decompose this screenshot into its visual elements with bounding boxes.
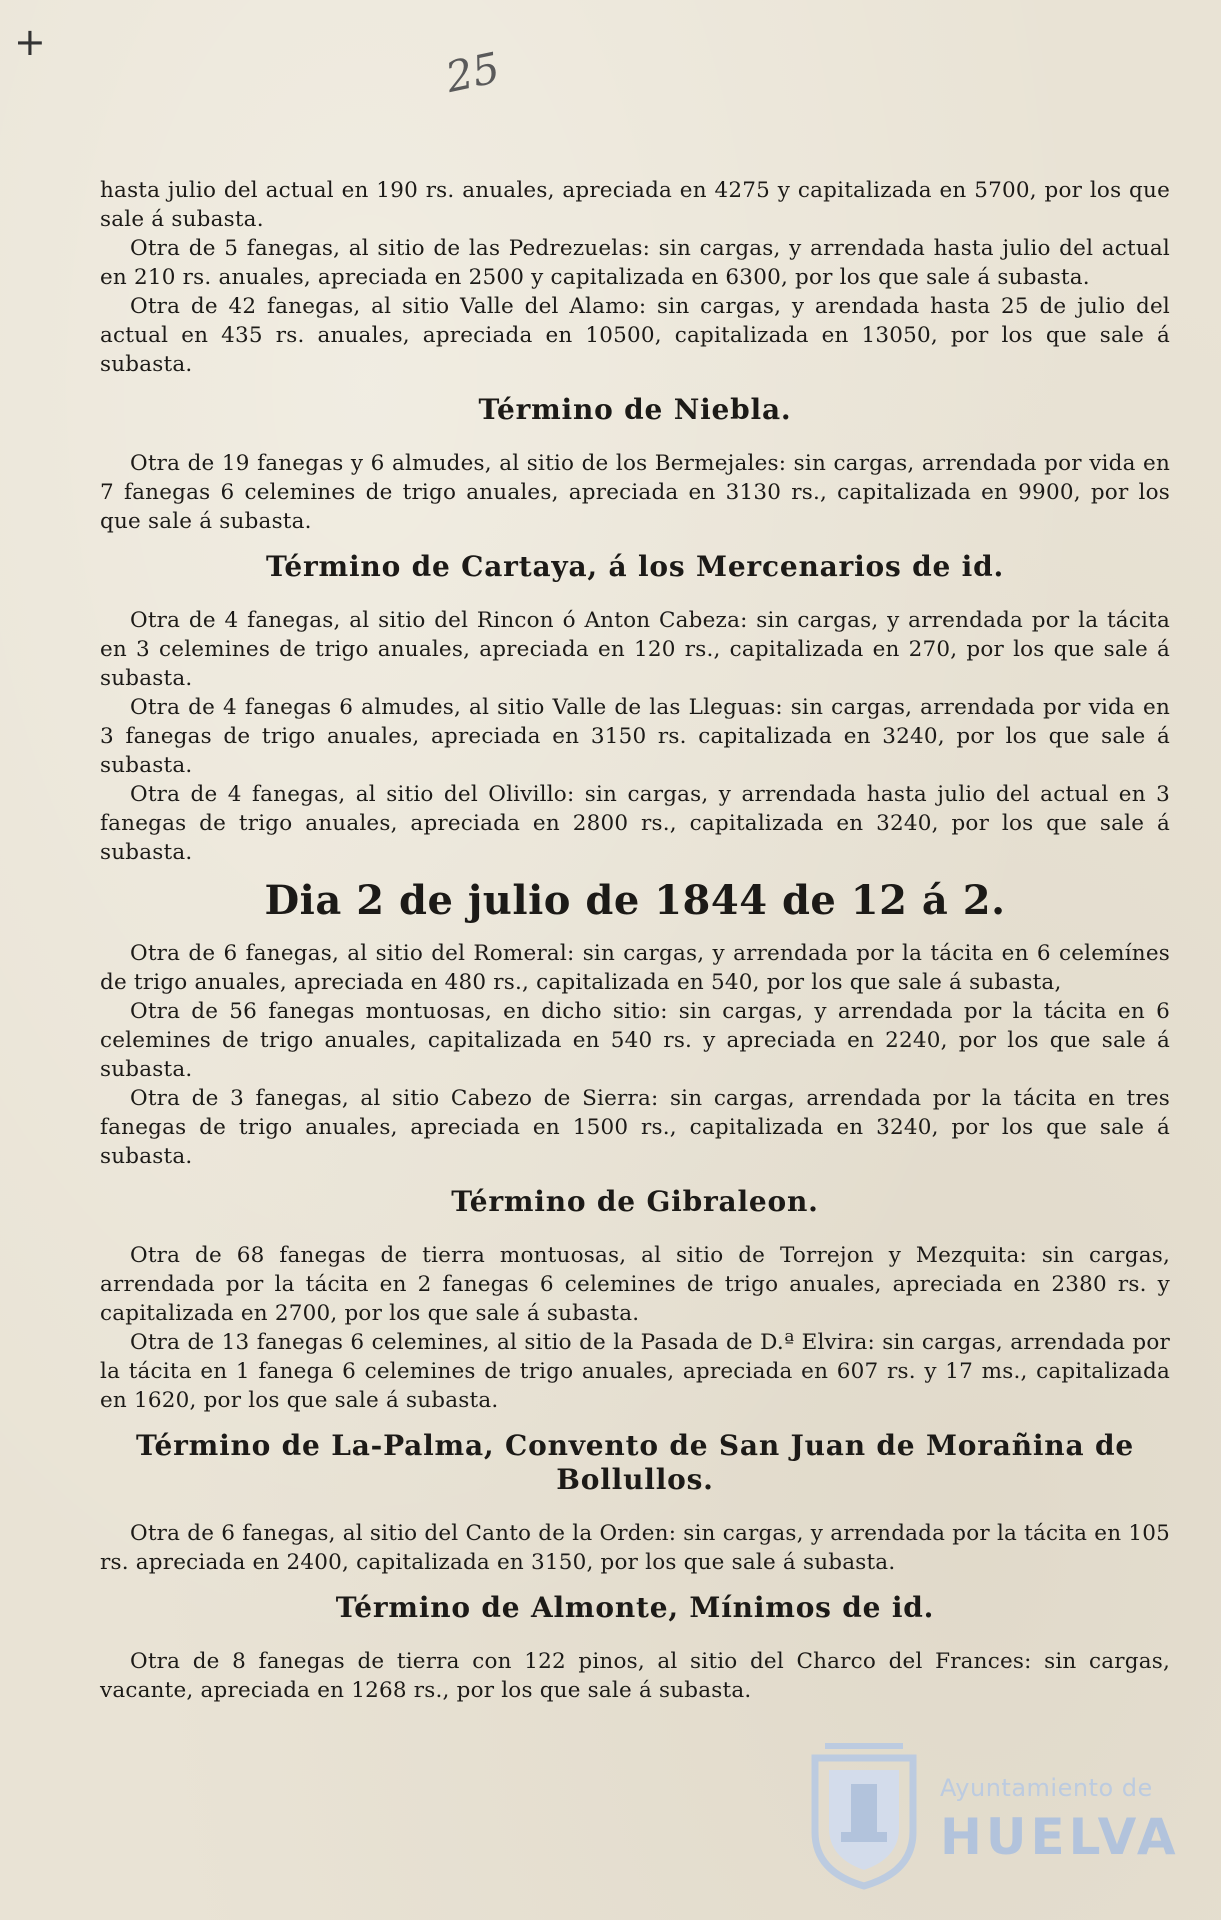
- section-heading: Término de La-Palma, Convento de San Juan de Morañina de Bollullos.: [136, 1429, 1134, 1496]
- huelva-crest-icon: [805, 1740, 923, 1890]
- section-heading: Término de Niebla.: [478, 393, 792, 426]
- paragraph: Otra de 5 fanegas, al sitio de las Pedrezuelas: sin cargas, y arrendada hasta julio del actual en 210 rs. anuales, apreciada en 2500 y capitalizada en 6300, por los que sale á subasta.: [100, 236, 1170, 290]
- paragraph: Otra de 13 fanegas 6 celemines, al sitio de la Pasada de D.ª Elvira: sin cargas, arrendada por la tácita en 1 fanega 6 celemines de trigo anuales, apreciada en 607 rs. y 17 ms., capitalizada en 1620, por los que sale á subasta.: [100, 1330, 1170, 1413]
- paragraph: Otra de 42 fanegas, al sitio Valle del Alamo: sin cargas, y arendada hasta 25 de julio del actual en 435 rs. anuales, apreciada en 10500, capitalizada en 13050, por los que sale á subasta.: [100, 294, 1170, 377]
- paragraph: Otra de 4 fanegas, al sitio del Rincon ó Anton Cabeza: sin cargas, y arrendada por la tácita en 3 celemines de trigo anuales, apreciada en 120 rs., capitalizada en 270, por los que sale á subasta.: [100, 608, 1170, 691]
- folio-number: 25: [441, 42, 504, 103]
- section-heading: Término de Almonte, Mínimos de id.: [335, 1591, 935, 1624]
- paragraph: Otra de 6 fanegas, al sitio del Canto de la Orden: sin cargas, y arrendada por la tácita en 105 rs. apreciada en 2400, capitalizada en 3150, por los que sale á subasta.: [100, 1521, 1170, 1575]
- paragraph: Otra de 19 fanegas y 6 almudes, al sitio de los Bermejales: sin cargas, arrendada por vida en 7 fanegas 6 celemines de trigo anuales, apreciada en 3130 rs., capitalizada en 9900, por los que sale á subasta.: [100, 451, 1170, 534]
- paragraph: Otra de 4 fanegas 6 almudes, al sitio Valle de las Lleguas: sin cargas, arrendada por vida en 3 fanegas de trigo anuales, apreciada en 3150 rs. capitalizada en 3240, por los que sale á subasta.: [100, 695, 1170, 778]
- watermark-line1: Ayuntamiento de: [940, 1774, 1153, 1802]
- paragraph: Otra de 68 fanegas de tierra montuosas, al sitio de Torrejon y Mezquita: sin cargas, arrendada por la tácita en 2 fanegas 6 celemines de trigo anuales, apreciada en 2380 rs. y capitalizada en 2700, por los que sale á subasta.: [100, 1243, 1170, 1326]
- paragraph: Otra de 6 fanegas, al sitio del Romeral: sin cargas, y arrendada por la tácita en 6 celemínes de trigo anuales, apreciada en 480 rs., capitalizada en 540, por los que sale á subasta,: [100, 941, 1170, 995]
- date-heading: Dia 2 de julio de 1844 de 12 á 2.: [264, 877, 1006, 924]
- document-body: [100, 176, 1170, 1705]
- section-heading: Término de Gibraleon.: [451, 1185, 819, 1218]
- watermark-line2: HUELVA: [940, 1808, 1180, 1866]
- watermark: [805, 1740, 1185, 1890]
- paragraph: Otra de 4 fanegas, al sitio del Olivillo: sin cargas, y arrendada hasta julio del actual en 3 fanegas de trigo anuales, apreciada en 2800 rs., capitalizada en 3240, por los que sale á subasta.: [100, 782, 1170, 865]
- paragraph: Otra de 3 fanegas, al sitio Cabezo de Sierra: sin cargas, arrendada por la tácita en tres fanegas de trigo anuales, apreciada en 1500 rs., capitalizada en 3240, por los que sale á subasta.: [100, 1086, 1170, 1169]
- paragraph: hasta julio del actual en 190 rs. anuales, apreciada en 4275 y capitalizada en 5700, por los que sale á subasta.: [100, 178, 1170, 232]
- paragraph: Otra de 56 fanegas montuosas, en dicho sitio: sin cargas, y arrendada por la tácita en 6 celemines de trigo anuales, capitalizada en 540 rs. y apreciada en 2240, por los que sale á subasta.: [100, 999, 1170, 1082]
- corner-mark: +: [14, 20, 46, 64]
- paragraph: Otra de 8 fanegas de tierra con 122 pinos, al sitio del Charco del Frances: sin cargas, vacante, apreciada en 1268 rs., por los que sale á subasta.: [100, 1649, 1170, 1703]
- section-heading: Término de Cartaya, á los Mercenarios de id.: [265, 550, 1005, 583]
